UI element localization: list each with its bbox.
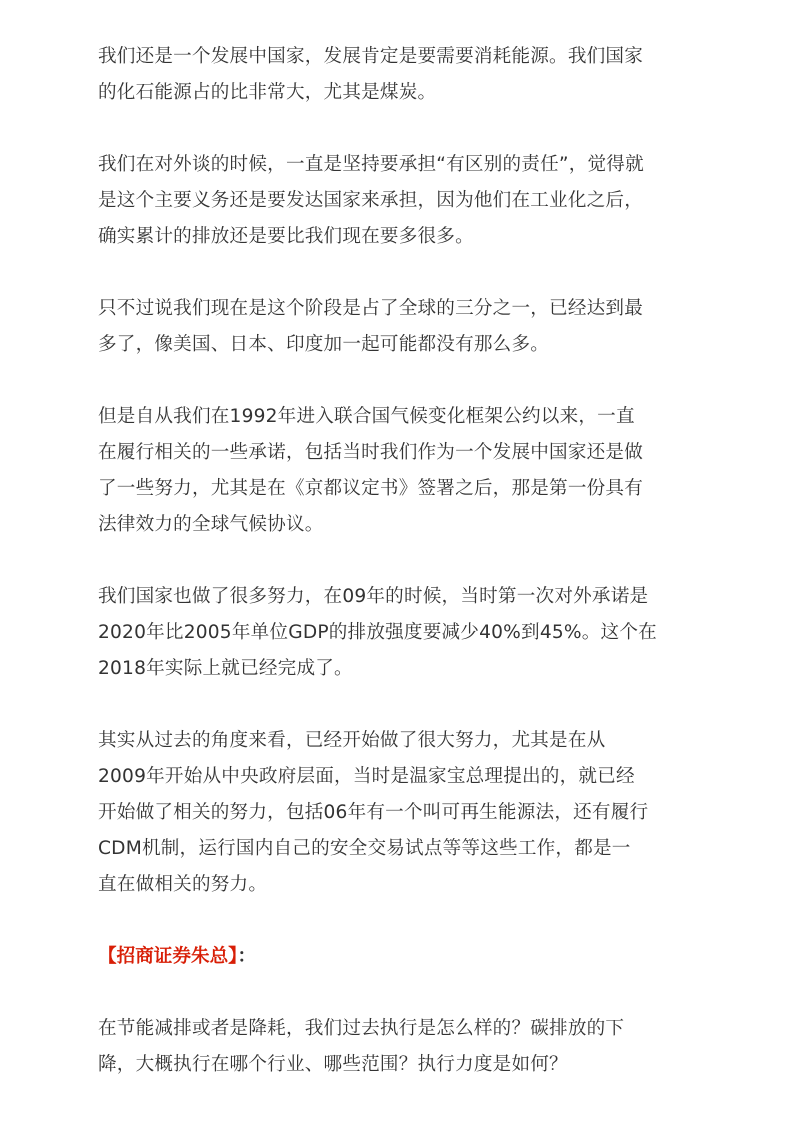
- paragraph-5-line-1: 我们国家也做了很多努力，在09年的时候，当时第一次对外承诺是: [98, 586, 649, 607]
- paragraph-3: [98, 291, 703, 363]
- paragraph-2-line-1: 我们在对外谈的时候，一直是坚持要承担“有区别的责任”，觉得就: [98, 154, 644, 175]
- paragraph-4: [98, 399, 703, 543]
- paragraph-6-line-3: 开始做了相关的努力，包括06年有一个叫可再生能源法，还有履行: [98, 802, 649, 823]
- paragraph-6-line-2: 2009年开始从中央政府层面，当时是温家宝总理提出的，就已经: [98, 766, 635, 787]
- paragraph-2-line-3: 确实累计的排放还是要比我们现在要多很多。: [98, 226, 474, 247]
- paragraph-1: [98, 39, 703, 111]
- question-line-2: 降，大概执行在哪个行业、哪些范围？执行力度是如何？: [98, 1054, 568, 1075]
- paragraph-3-line-1: 只不过说我们现在是这个阶段是占了全球的三分之一，已经达到最: [98, 298, 644, 319]
- paragraph-2-line-2: 是这个主要义务还是要发达国家来承担，因为他们在工业化之后，: [98, 190, 644, 211]
- paragraph-6-line-1: 其实从过去的角度来看，已经开始做了很大努力，尤其是在从: [98, 730, 606, 751]
- speaker-heading: [98, 939, 703, 975]
- paragraph-1-line-1: 我们还是一个发展中国家，发展肯定是要需要消耗能源。我们国家: [98, 46, 644, 67]
- article-body: [98, 39, 703, 1119]
- paragraph-5: [98, 579, 703, 687]
- paragraph-5-line-2: 2020年比2005年单位GDP的排放强度要减少40%到45%。这个在: [98, 622, 657, 643]
- paragraph-4-line-3: 了一些努力，尤其是在《京都议定书》签署之后，那是第一份具有: [98, 478, 644, 499]
- speaker-colon: ：: [237, 946, 257, 967]
- paragraph-2: [98, 147, 703, 255]
- speaker-label: 【招商证券朱总】: [98, 946, 238, 967]
- paragraph-4-line-1: 但是自从我们在1992年进入联合国气候变化框架公约以来，一直: [98, 406, 635, 427]
- question-line-1: 在节能减排或者是降耗，我们过去执行是怎么样的？碳排放的下: [98, 1018, 625, 1039]
- paragraph-4-line-2: 在履行相关的一些承诺，包括当时我们作为一个发展中国家还是做: [98, 442, 644, 463]
- question-paragraph: [98, 1011, 703, 1083]
- paragraph-6-line-5: 直在做相关的努力。: [98, 874, 268, 895]
- paragraph-6: [98, 723, 703, 903]
- paragraph-3-line-2: 多了，像美国、日本、印度加一起可能都没有那么多。: [98, 334, 550, 355]
- paragraph-1-line-2: 的化石能源占的比非常大，尤其是煤炭。: [98, 82, 437, 103]
- paragraph-5-line-3: 2018年实际上就已经完成了。: [98, 658, 353, 679]
- paragraph-6-line-4: CDM机制，运行国内自己的安全交易试点等等这些工作，都是一: [98, 838, 631, 859]
- paragraph-4-line-4: 法律效力的全球气候协议。: [98, 514, 324, 535]
